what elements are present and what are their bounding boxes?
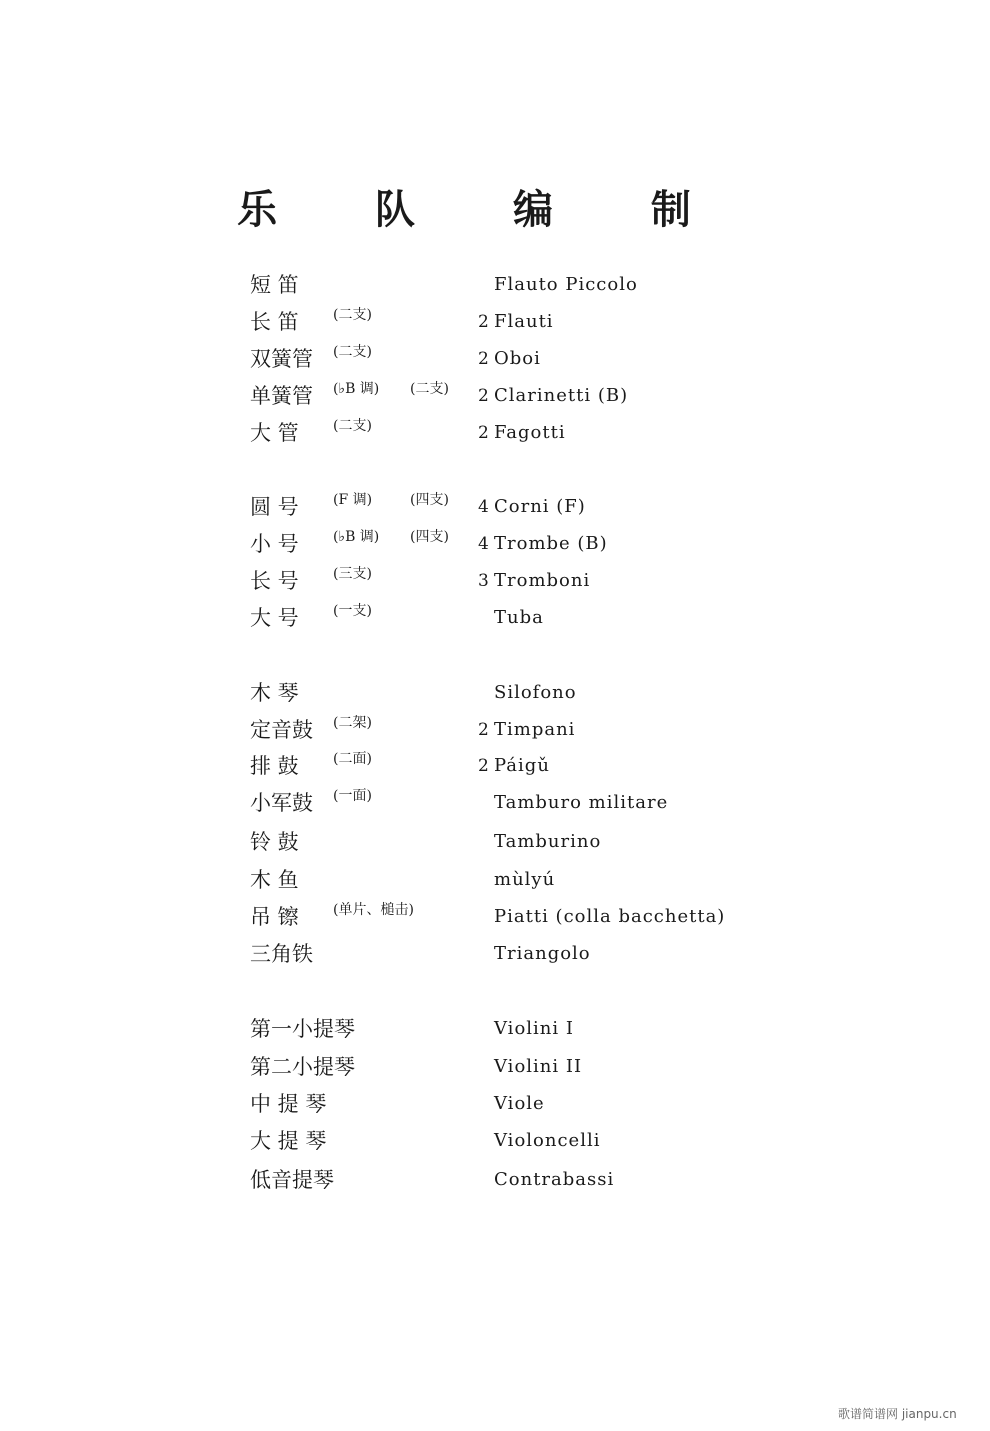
chinese-name: 单簧管 [250, 384, 313, 408]
italian-name: mùlyú [494, 869, 556, 890]
italian-name: Tamburino [494, 831, 602, 852]
instrument-row [0, 271, 990, 299]
italian-name: Oboi [494, 348, 541, 369]
italian-name: Clarinetti (B) [494, 385, 629, 406]
instrument-note: (二支) [333, 307, 372, 323]
instrument-note: (二支) [333, 344, 372, 360]
italian-name: Páigǔ [494, 755, 550, 776]
italian-name: Silofono [494, 682, 577, 703]
chinese-name: 大 管 [250, 421, 299, 445]
italian-name: Triangolo [494, 943, 591, 964]
instrument-note: (F 调) [333, 492, 373, 508]
instrument-note-extra: (二支) [410, 381, 449, 397]
instrument-note: (一面) [333, 788, 372, 804]
chinese-name: 小军鼓 [250, 791, 313, 815]
chinese-name: 吊 镲 [250, 905, 299, 929]
chinese-name: 三角铁 [250, 942, 313, 966]
instrument-row [0, 567, 990, 595]
italian-name: Violini II [494, 1056, 583, 1077]
italian-name: Piatti (colla bacchetta) [494, 906, 726, 927]
instrument-note: (♭B 调) [333, 381, 380, 397]
instrument-count: 2 [478, 720, 489, 740]
instrument-count: 3 [478, 571, 489, 591]
instrument-count: 4 [478, 497, 489, 517]
instrument-row [0, 1015, 990, 1043]
chinese-name: 圆 号 [250, 495, 299, 519]
instrument-note-extra: (四支) [410, 492, 449, 508]
chinese-name: 中 提 琴 [250, 1092, 327, 1116]
italian-name: Tamburo militare [494, 792, 669, 813]
italian-name: Trombe (B) [494, 533, 608, 554]
instrument-count: 2 [478, 312, 489, 332]
italian-name: Flauto Piccolo [494, 274, 638, 295]
chinese-name: 木 琴 [250, 681, 299, 705]
italian-name: Timpani [494, 719, 576, 740]
chinese-name: 第二小提琴 [250, 1055, 355, 1079]
instrument-count: 2 [478, 386, 489, 406]
italian-name: Flauti [494, 311, 554, 332]
instrument-row [0, 1166, 990, 1194]
chinese-name: 长 号 [250, 569, 299, 593]
italian-name: Tromboni [494, 570, 591, 591]
instrument-row [0, 866, 990, 894]
chinese-name: 小 号 [250, 532, 299, 556]
instrument-row [0, 752, 990, 780]
instrument-row [0, 604, 990, 632]
instrument-note: (三支) [333, 566, 372, 582]
instrument-count: 2 [478, 423, 489, 443]
italian-name: Corni (F) [494, 496, 586, 517]
instrument-row [0, 716, 990, 744]
chinese-name: 长 笛 [250, 310, 299, 334]
chinese-name: 双簧管 [250, 347, 313, 371]
instrument-row [0, 903, 990, 931]
italian-name: Tuba [494, 607, 544, 628]
instrument-row [0, 308, 990, 336]
chinese-name: 大 号 [250, 606, 299, 630]
instrument-note: (二面) [333, 751, 372, 767]
chinese-name: 木 鱼 [250, 868, 299, 892]
italian-name: Contrabassi [494, 1169, 615, 1190]
chinese-name: 低音提琴 [250, 1168, 334, 1192]
instrument-row [0, 382, 990, 410]
chinese-name: 第一小提琴 [250, 1017, 355, 1041]
instrument-note: (单片、槌击) [333, 902, 414, 918]
instrument-note: (一支) [333, 603, 372, 619]
instrument-row [0, 345, 990, 373]
instrument-row [0, 940, 990, 968]
italian-name: Violini I [494, 1018, 574, 1039]
page-title: 乐 队 编 制 [237, 187, 733, 233]
instrument-note-extra: (四支) [410, 529, 449, 545]
instrument-row [0, 679, 990, 707]
instrument-count: 2 [478, 349, 489, 369]
italian-name: Viole [494, 1093, 545, 1114]
instrument-row [0, 828, 990, 856]
instrument-row [0, 419, 990, 447]
instrument-note: (二支) [333, 418, 372, 434]
instrument-count: 4 [478, 534, 489, 554]
instrument-note: (♭B 调) [333, 529, 380, 545]
instrument-row [0, 789, 990, 817]
instrument-note: (二架) [333, 715, 372, 731]
italian-name: Fagotti [494, 422, 566, 443]
chinese-name: 大 提 琴 [250, 1129, 327, 1153]
chinese-name: 短 笛 [250, 273, 299, 297]
italian-name: Violoncelli [494, 1130, 601, 1151]
watermark: 歌谱简谱网 jianpu.cn [838, 1407, 957, 1421]
chinese-name: 排 鼓 [250, 754, 299, 778]
instrument-row [0, 1090, 990, 1118]
chinese-name: 铃 鼓 [250, 830, 299, 854]
instrument-row [0, 493, 990, 521]
chinese-name: 定音鼓 [250, 718, 313, 742]
instrument-row [0, 1127, 990, 1155]
instrument-count: 2 [478, 756, 489, 776]
instrument-row [0, 530, 990, 558]
instrument-row [0, 1053, 990, 1081]
